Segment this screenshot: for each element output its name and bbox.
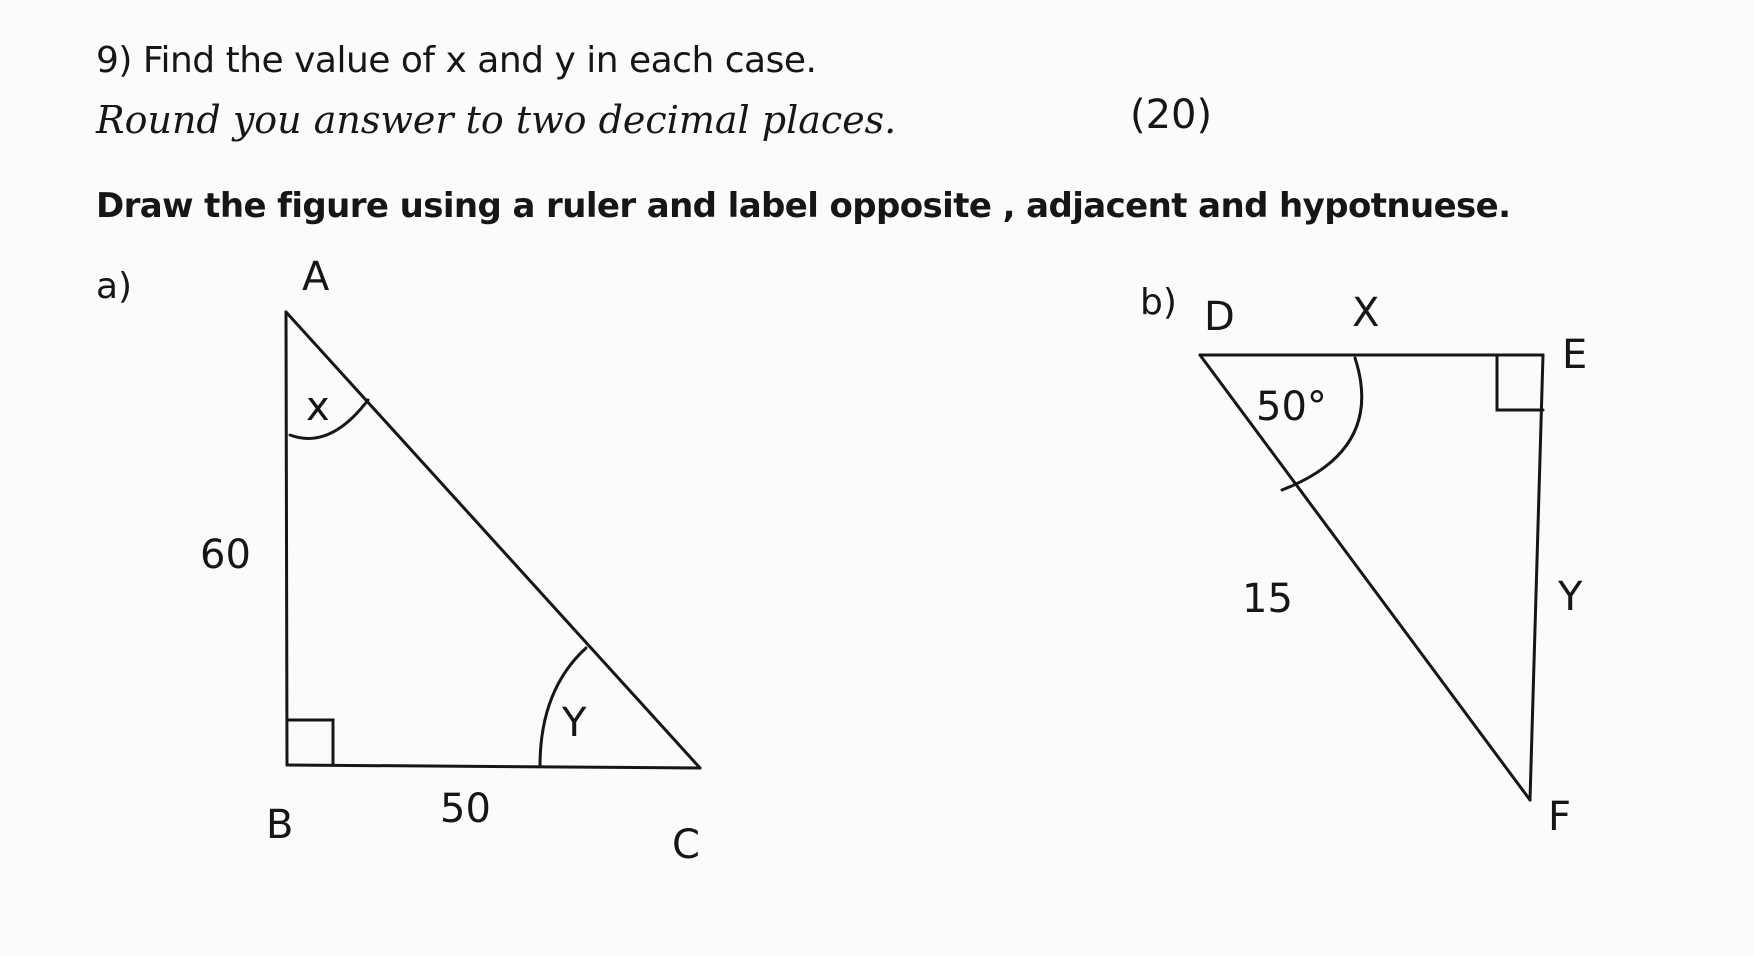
question-instruction-draw: Draw the figure using a ruler and label opposite , adjacent and hypotnuese.	[96, 186, 1511, 226]
side-df-label: 15	[1242, 576, 1293, 622]
side-ac	[286, 312, 700, 768]
side-bc	[287, 765, 700, 768]
side-ab-label: 60	[200, 532, 251, 578]
vertex-f-label: F	[1548, 794, 1572, 840]
question-line-1: 9) Find the value of x and y in each case.	[96, 40, 817, 81]
side-ef-label: Y	[1558, 574, 1583, 620]
angle-d-label: 50°	[1256, 384, 1327, 430]
side-ab	[286, 312, 287, 765]
vertex-c-label: C	[672, 822, 700, 868]
vertex-e-label: E	[1562, 332, 1588, 378]
marks-annotation: (20)	[1130, 92, 1213, 138]
right-angle-mark-e	[1497, 355, 1543, 410]
side-bc-label: 50	[440, 786, 491, 832]
right-angle-mark-b	[287, 720, 333, 765]
question-instruction-rounding: Round you answer to two decimal places.	[96, 98, 897, 142]
angle-c-label: Y	[562, 700, 587, 746]
vertex-a-label: A	[302, 254, 330, 300]
side-ef	[1530, 355, 1543, 800]
vertex-b-label: B	[266, 802, 294, 848]
vertex-d-label: D	[1204, 294, 1235, 340]
triangle-abc	[286, 312, 700, 768]
side-de-label: X	[1352, 290, 1380, 336]
part-a-label: a)	[96, 266, 133, 307]
part-b-label: b)	[1140, 282, 1177, 323]
angle-a-label: x	[306, 384, 330, 430]
